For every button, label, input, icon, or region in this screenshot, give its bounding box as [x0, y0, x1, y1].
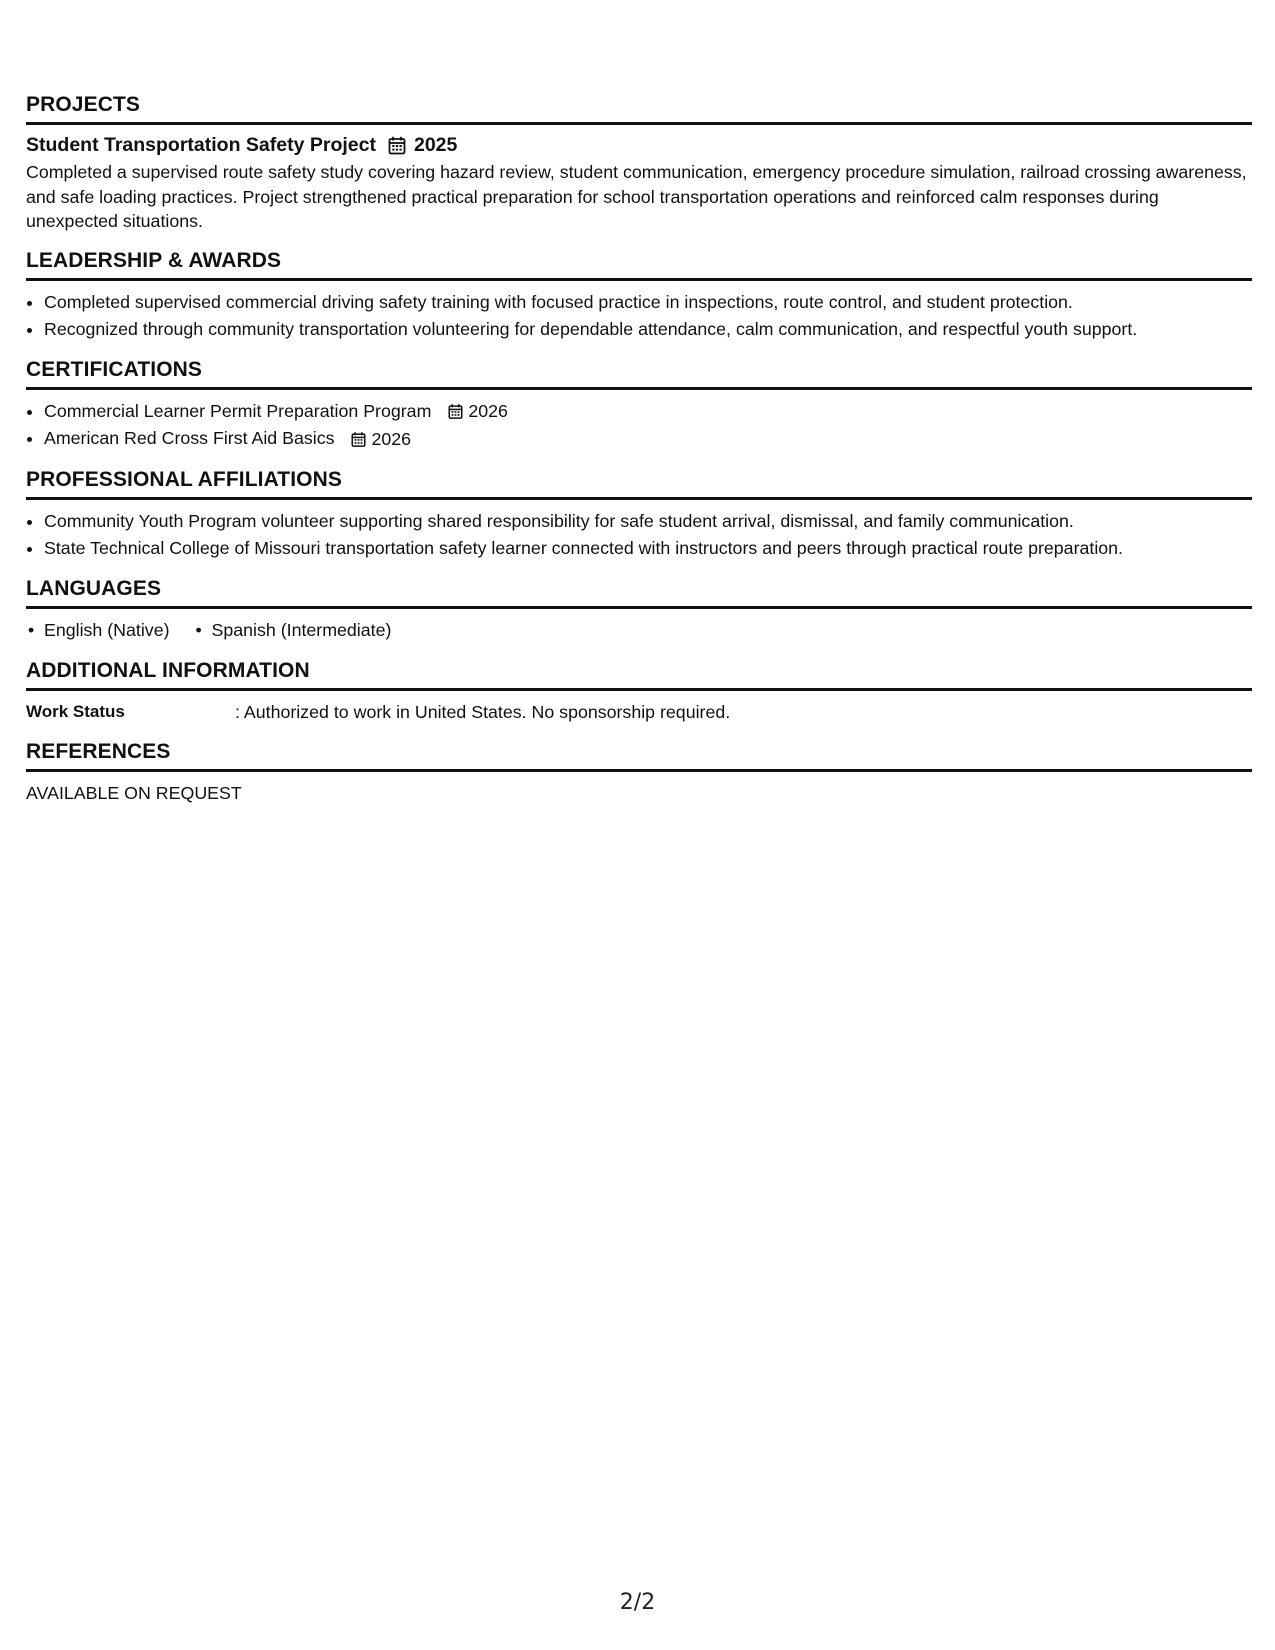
project-heading — [26, 133, 1252, 158]
page-number: 2/2 — [619, 1590, 656, 1615]
list-item — [44, 398, 1252, 426]
section-title-references: REFERENCES — [26, 739, 1252, 772]
list-item: • State Technical College of Missouri transportation safety learner connected with instructors and peers through practical route preparation. — [44, 535, 1252, 562]
certification-date — [351, 426, 411, 453]
section-title-languages: LANGUAGES — [26, 576, 1252, 609]
calendar-icon — [448, 403, 463, 420]
calendar-icon — [351, 431, 366, 448]
certification-date-text: 2026 — [468, 401, 508, 422]
project-date — [388, 133, 457, 158]
section-title-certifications: CERTIFICATIONS — [26, 357, 1252, 390]
project-description: Completed a supervised route safety study covering hazard review, student communication, emergency procedure simulation, railroad crossing awareness, and safe loading practices. Project strengthened practical preparation for school transportation operations and reinforced calm responses during unexpected situations. — [26, 162, 1247, 231]
section-title-projects: PROJECTS — [26, 92, 1252, 125]
work-status-value: : Authorized to work in United States. No sponsorship required. — [235, 702, 731, 723]
list-item: • Community Youth Program volunteer supporting shared responsibility for safe student arrival, dismissal, and family communication. — [44, 508, 1252, 535]
project-date-text: 2025 — [413, 134, 458, 156]
projects-section — [26, 92, 1252, 234]
section-title-leadership: LEADERSHIP & AWARDS — [26, 248, 1252, 281]
project-name: Student Transportation Safety Project — [26, 134, 376, 156]
languages-section — [26, 576, 1252, 644]
list-item: • Completed supervised commercial driving safety training with focused practice in inspections, route control, and student protection. — [44, 289, 1252, 316]
calendar-icon — [388, 136, 406, 155]
affiliations-list — [26, 508, 1252, 562]
language-item: • English (Native) — [26, 617, 170, 644]
leadership-section — [26, 248, 1252, 343]
certification-name: American Red Cross First Aid Basics — [44, 428, 335, 449]
additional-info-section — [26, 658, 1252, 725]
certifications-list — [26, 398, 1252, 454]
certifications-section — [26, 357, 1252, 454]
work-status-label: Work Status — [26, 702, 125, 722]
list-item: • Recognized through community transportation volunteering for dependable attendance, calm communication, and respectful youth support. — [44, 316, 1252, 343]
affiliations-section — [26, 467, 1252, 562]
work-status-row — [26, 699, 1252, 725]
leadership-list — [26, 289, 1252, 343]
certification-date-text: 2026 — [371, 429, 412, 450]
certification-name: Commercial Learner Permit Preparation Program — [44, 400, 432, 421]
references-text: AVAILABLE ON REQUEST — [26, 783, 242, 804]
resume-page — [26, 92, 1252, 820]
list-item — [44, 425, 1252, 453]
language-item: • Spanish (Intermediate) — [194, 617, 392, 644]
section-title-additional: ADDITIONAL INFORMATION — [26, 658, 1252, 691]
languages-list — [26, 617, 1252, 644]
references-section — [26, 739, 1252, 806]
certification-date — [448, 398, 508, 425]
section-title-affiliations: PROFESSIONAL AFFILIATIONS — [26, 467, 1252, 500]
